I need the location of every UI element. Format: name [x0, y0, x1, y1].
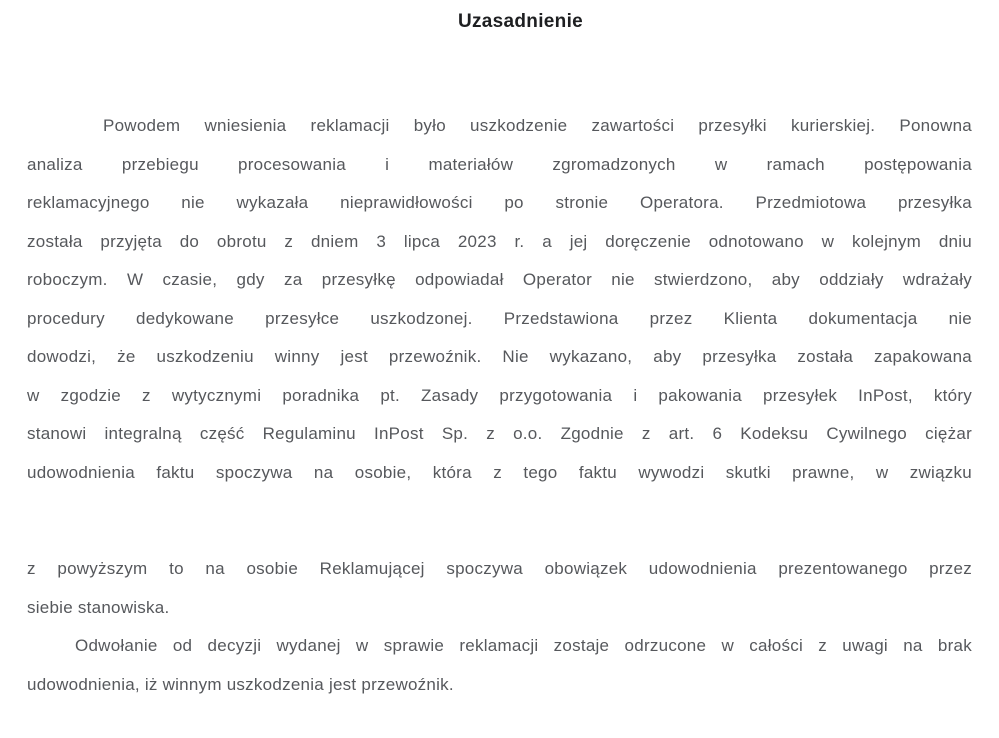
paragraph1-line-2: analiza przebiegu procesowania i materiałów zgromadzonych w ramach postępowania: [27, 154, 972, 174]
document-body: [27, 107, 972, 704]
section-gap: [27, 492, 972, 550]
paragraph1-line-1: Powodem wniesienia reklamacji było uszkodzenie zawartości przesyłki kurierskiej. Ponowna: [103, 116, 972, 135]
paragraph1-line-6: procedury dedykowane przesyłce uszkodzonej. Przedstawiona przez Klienta dokumentacja nie: [27, 308, 972, 328]
paragraph1-line-12: siebie stanowiska.: [27, 597, 170, 617]
paragraph1-line-5: roboczym. W czasie, gdy za przesyłkę odpowiadał Operator nie stwierdzono, aby oddziały wdrażały: [27, 270, 972, 289]
paragraph1-line-4: została przyjęta do obrotu z dniem 3 lipca 2023 r. a jej doręczenie odnotowano w kolejnym dniu: [27, 231, 972, 251]
paragraph2-line-2: udowodnienia, iż winnym uszkodzenia jest przewoźnik.: [27, 674, 454, 694]
paragraph1-line-3: reklamacyjnego nie wykazała nieprawidłowości po stronie Operatora. Przedmiotowa przesyłka: [27, 193, 972, 212]
paragraph1-line-7: dowodzi, że uszkodzeniu winny jest przewoźnik. Nie wykazano, aby przesyłka została zapakowana: [27, 347, 972, 366]
paragraph1-line-11: z powyższym to na osobie Reklamującej spoczywa obowiązek udowodnienia prezentowanego przez: [27, 559, 972, 578]
paragraph1-line-10: udowodnienia faktu spoczywa na osobie, która z tego faktu wywodzi skutki prawne, w związku: [27, 462, 972, 482]
document-title: Uzasadnienie: [457, 11, 584, 32]
paragraph2-line-1: Odwołanie od decyzji wydanej w sprawie reklamacji zostaje odrzucone w całości z uwagi na brak: [75, 636, 972, 655]
paragraph1-line-8: w zgodzie z wytycznymi poradnika pt. Zasady przygotowania i pakowania przesyłek InPost, który: [27, 385, 972, 405]
paragraph1-line-9: stanowi integralną część Regulaminu InPost Sp. z o.o. Zgodnie z art. 6 Kodeksu Cywilnego ciężar: [27, 424, 972, 443]
